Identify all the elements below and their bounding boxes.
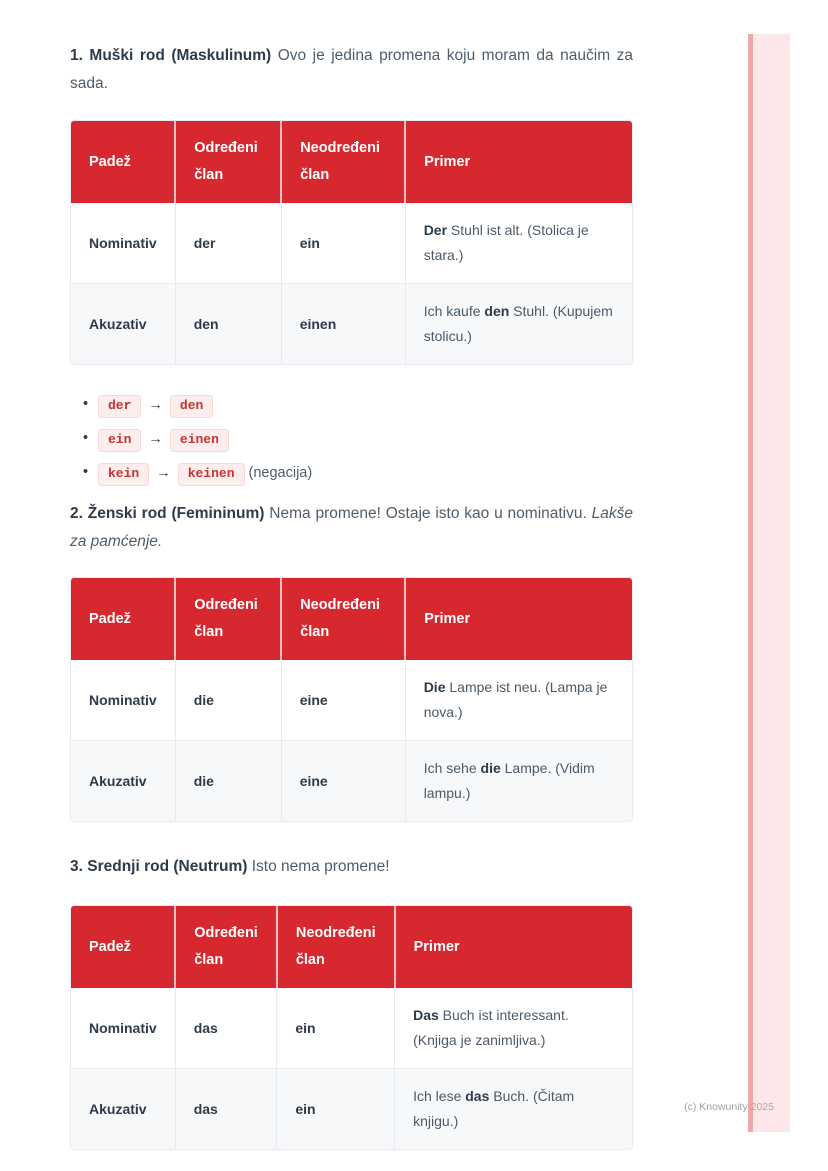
definite-article-cell: den <box>175 284 281 365</box>
arrow-right-icon: → <box>148 397 163 413</box>
table-header-row <box>71 121 632 203</box>
section-3-heading-bold: 3. Srednji rod (Neutrum) <box>70 858 248 875</box>
example-text: Ich kaufe <box>423 303 485 319</box>
section-2-heading-italic: Lakše za pamćenje. <box>70 505 634 550</box>
table-row-akuzativ <box>71 741 632 822</box>
section-3-heading-text: Isto nema promene! <box>251 858 390 875</box>
example-cell <box>395 1069 632 1150</box>
column-header-neodredjeni-clan: Neodređeni član <box>277 906 395 988</box>
arrow-right-icon: → <box>156 465 171 481</box>
column-header-padez: Padež <box>71 121 175 203</box>
definite-article-cell: das <box>175 1069 277 1150</box>
table-masculine <box>70 120 633 365</box>
indefinite-article-cell: eine <box>281 741 405 822</box>
footer-copyright: (c) Knowunity 2025 <box>684 1101 774 1113</box>
example-text: Stuhl. (Kupujem stolicu.) <box>423 303 613 344</box>
section-1-heading-text: Ovo je jedina promena koju moram da naučim za sada. <box>70 47 633 92</box>
example-cell <box>405 741 632 822</box>
article-change-list <box>70 393 633 486</box>
example-text: Buch ist interessant. (Knjiga je zanimljiva.) <box>413 1007 569 1048</box>
definite-article-cell: das <box>175 988 277 1069</box>
indefinite-article-cell: ein <box>281 203 405 284</box>
case-cell: Akuzativ <box>71 1069 175 1150</box>
table-header-row <box>71 578 632 660</box>
indefinite-article-cell: ein <box>277 988 395 1069</box>
section-1-heading <box>70 42 633 98</box>
code-chip: den <box>170 395 213 418</box>
table-row-nominativ <box>71 988 632 1069</box>
column-header-neodredjeni-clan: Neodređeni član <box>281 578 405 660</box>
example-text: Lampe ist neu. (Lampa je nova.) <box>423 679 608 720</box>
indefinite-article-cell: ein <box>277 1069 395 1150</box>
list-item-ein-einen <box>70 427 633 452</box>
table-neuter <box>70 905 633 1150</box>
example-bold-word: das <box>465 1088 490 1104</box>
section-2-heading-text: Nema promene! Ostaje isto kao u nominativu. <box>269 505 587 522</box>
highlight-stripe <box>748 34 790 1132</box>
case-cell: Akuzativ <box>71 741 175 822</box>
example-bold-word: Die <box>423 679 446 695</box>
section-1-heading-bold: 1. Muški rod (Maskulinum) <box>70 47 272 64</box>
indefinite-article-cell: eine <box>281 660 405 741</box>
indefinite-article-cell: einen <box>281 284 405 365</box>
code-chip: ein <box>98 429 141 452</box>
arrow-right-icon: → <box>148 431 163 447</box>
definite-article-cell: der <box>175 203 281 284</box>
section-2-heading-bold: 2. Ženski rod (Femininum) <box>70 505 265 522</box>
table-row-akuzativ <box>71 284 632 365</box>
example-text: Ich lese <box>413 1088 466 1104</box>
code-chip: einen <box>170 429 229 452</box>
table-feminine <box>70 577 633 822</box>
table-row-akuzativ <box>71 1069 632 1150</box>
table-header-row <box>71 906 632 988</box>
example-bold-word: den <box>484 303 510 319</box>
example-cell <box>395 988 632 1069</box>
example-text: Ich sehe <box>423 760 481 776</box>
definite-article-cell: die <box>175 741 281 822</box>
example-bold-word: Das <box>413 1007 439 1023</box>
column-header-neodredjeni-clan: Neodređeni član <box>281 121 405 203</box>
column-header-primer: Primer <box>405 578 632 660</box>
column-header-primer: Primer <box>405 121 632 203</box>
case-cell: Nominativ <box>71 988 175 1069</box>
example-cell <box>405 660 632 741</box>
column-header-odredjeni-clan: Određeni član <box>175 578 281 660</box>
case-cell: Nominativ <box>71 660 175 741</box>
bullet-suffix: (negacija) <box>248 465 313 481</box>
list-item-kein-keinen <box>70 461 633 486</box>
section-3-heading <box>70 853 633 881</box>
column-header-primer: Primer <box>395 906 632 988</box>
example-cell <box>405 284 632 365</box>
example-text: Buch. (Čitam knjigu.) <box>413 1088 575 1129</box>
column-header-odredjeni-clan: Određeni član <box>175 906 277 988</box>
content-column <box>70 42 633 1150</box>
code-chip: kein <box>98 463 149 486</box>
column-header-odredjeni-clan: Određeni član <box>175 121 281 203</box>
table-row-nominativ <box>71 660 632 741</box>
example-cell <box>405 203 632 284</box>
code-chip: der <box>98 395 141 418</box>
column-header-padez: Padež <box>71 578 175 660</box>
example-bold-word: Der <box>423 222 448 238</box>
definite-article-cell: die <box>175 660 281 741</box>
table-row-nominativ <box>71 203 632 284</box>
section-2-heading <box>70 500 633 556</box>
case-cell: Nominativ <box>71 203 175 284</box>
case-cell: Akuzativ <box>71 284 175 365</box>
example-text: Lampe. (Vidim lampu.) <box>423 760 595 801</box>
example-bold-word: die <box>480 760 501 776</box>
list-item-der-den <box>70 393 633 418</box>
column-header-padez: Padež <box>71 906 175 988</box>
example-text: Stuhl ist alt. (Stolica je stara.) <box>423 222 589 263</box>
code-chip: keinen <box>178 463 245 486</box>
